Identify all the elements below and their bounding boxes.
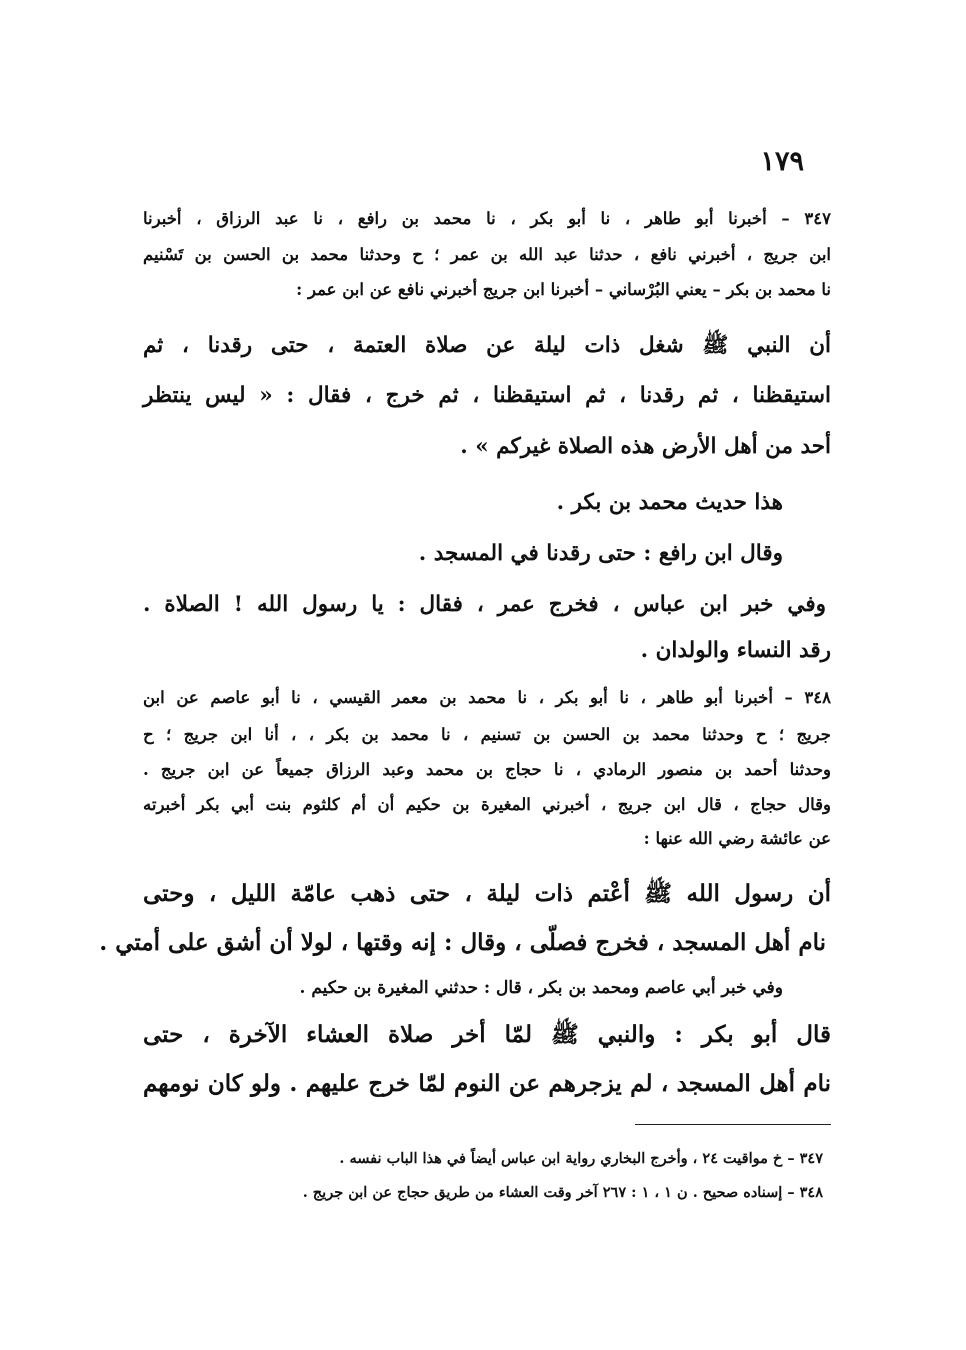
- note-348: وفي خبر أبي عاصم ومحمد بن بكر ، قال : حدثني المغيرة بن حكيم .: [299, 978, 783, 998]
- isnad-348-line-3: وحدثنا أحمد بن منصور الرمادي ، نا حجاج بن محمد وعبد الرزاق جميعاً عن ابن جريج .: [143, 760, 831, 779]
- isnad-347-line-3: نا محمد بن بكر – يعني البُرْساني – أخبرنا ابن جريج أخبرني نافع عن ابن عمر :: [296, 280, 831, 299]
- comment-line-4: رقد النساء والولدان .: [640, 638, 831, 663]
- matn-348-line-2: نام أهل المسجد ، فخرج فصلّى ، وقال : إنه وقتها ، لولا أن أشق على أمتي .: [99, 929, 826, 956]
- comment-line-1: هذا حديث محمد بن بكر .: [556, 490, 783, 515]
- footnote-separator: [635, 1124, 831, 1125]
- matn-347-line-3: أحد من أهل الأرض هذه الصلاة غيركم » .: [460, 434, 831, 459]
- abu-bakr-line-2: نام أهل المسجد ، لم يزجرهم عن النوم لمّا خرج عليهم . ولو كان نومهم: [143, 1070, 831, 1097]
- isnad-347-line-2: ابن جريج ، أخبرني نافع ، حدثنا عبد الله بن عمر ؛ ح وحدثنا محمد بن الحسن بن تَسْنيم: [143, 245, 831, 264]
- isnad-347-line-1: ٣٤٧ – أخبرنا أبو طاهر ، نا أبو بكر ، نا محمد بن رافع ، نا عبد الرزاق ، أخبرنا: [143, 209, 831, 228]
- abu-bakr-line-1: قال أبو بكر : والنبي ﷺ لمّا أخر صلاة العشاء الآخرة ، حتى: [143, 1021, 831, 1048]
- footnote-348: ٣٤٨ – إسناده صحيح . ن ١ ، ١ : ٢٦٧ آخر وقت العشاء من طريق حجاج عن ابن جريج .: [302, 1184, 823, 1201]
- comment-line-2: وقال ابن رافع : حتى رقدنا في المسجد .: [418, 541, 783, 566]
- matn-347-line-1: أن النبي ﷺ شغل ذات ليلة عن صلاة العتمة ، حتى رقدنا ، ثم: [143, 333, 831, 358]
- isnad-348-line-2: جريج ؛ ح وحدثنا محمد بن الحسن بن تسنيم ، نا محمد بن بكر ، ، أنا ابن جريج ؛ ح: [143, 725, 831, 744]
- comment-line-3: وفي خبر ابن عباس ، فخرج عمر ، فقال : يا رسول الله ! الصلاة .: [143, 592, 826, 617]
- footnote-347: ٣٤٧ – خ مواقيت ٢٤ ، وأخرج البخاري رواية ابن عباس أيضاً في هذا الباب نفسه .: [339, 1150, 823, 1167]
- isnad-348-line-1: ٣٤٨ – أخبرنا أبو طاهر ، نا أبو بكر ، نا محمد بن معمر القيسي ، نا أبو عاصم عن ابن: [143, 688, 831, 707]
- isnad-348-line-5: عن عائشة رضي الله عنها :: [643, 829, 831, 848]
- matn-347-line-2: استيقظنا ، ثم رقدنا ، ثم استيقظنا ، ثم خرج ، فقال : « ليس ينتظر: [143, 383, 831, 408]
- page-number: ١٧٩: [760, 146, 804, 177]
- isnad-348-line-4: وقال حجاج ، قال ابن جريج ، أخبرني المغيرة بن حكيم أن أم كلثوم بنت أبي بكر أخبرته: [143, 795, 831, 814]
- matn-348-line-1: أن رسول الله ﷺ أعْتم ذات ليلة ، حتى ذهب عامّة الليل ، وحتى: [143, 880, 831, 907]
